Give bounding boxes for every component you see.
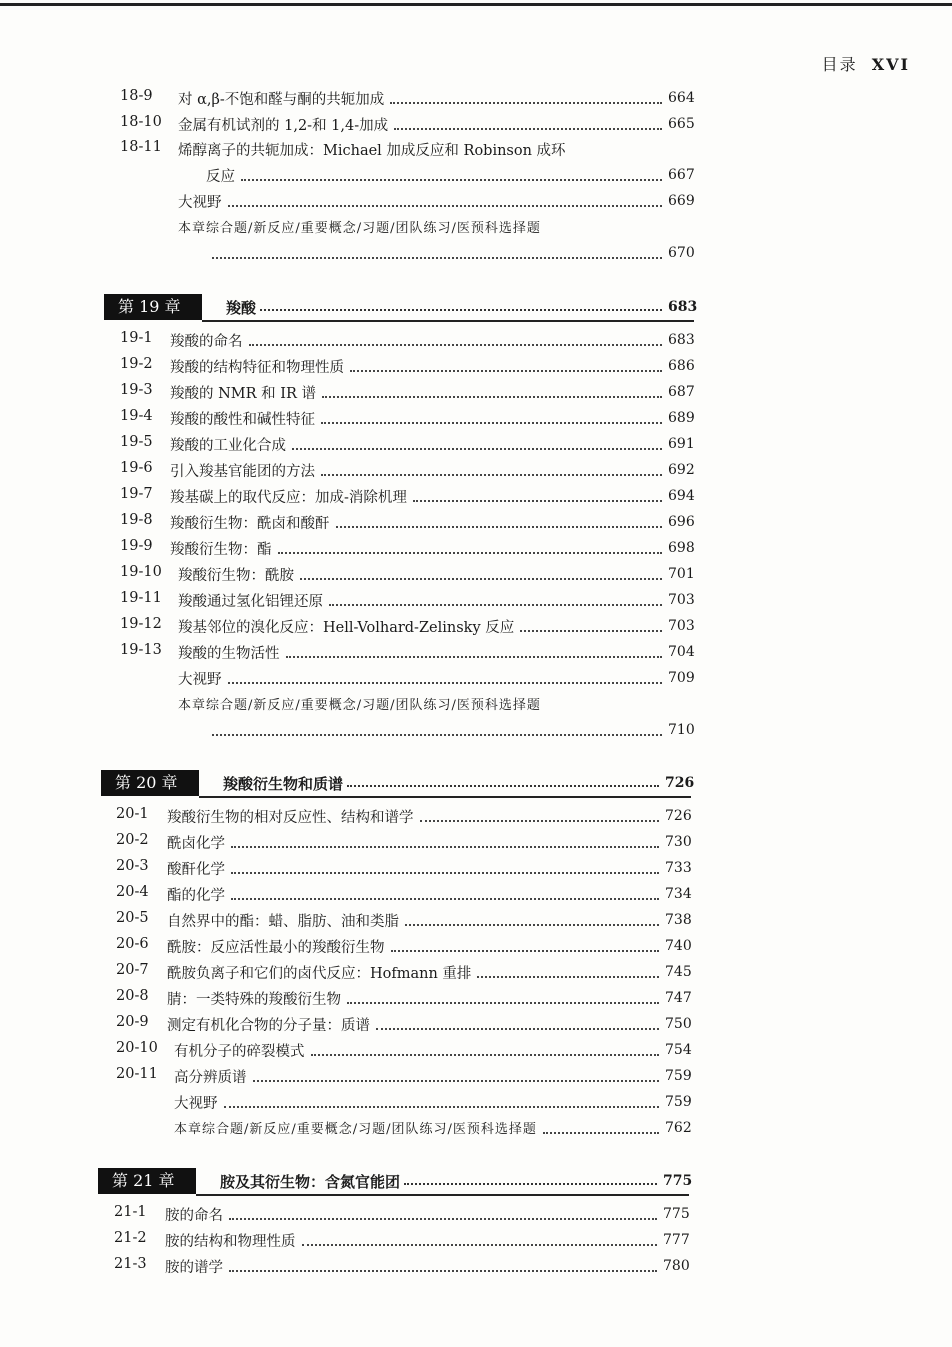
dot-leader [212,720,662,736]
page-number: 664 [668,90,695,106]
page-number: 704 [668,644,695,660]
entry-title: 腈：一类特殊的羧酸衍生物 [167,992,341,1008]
entry-number: 21-2 [114,1230,147,1246]
dot-leader [347,988,659,1004]
entry-number: 20-10 [116,1040,158,1056]
chapter-rule [196,1194,689,1196]
chapter-page-number: 775 [663,1173,693,1189]
page-number: 734 [665,886,692,902]
toc-entry [120,191,698,213]
page-number: 665 [668,116,695,132]
toc-entry [120,668,698,690]
entry-number: 18-9 [120,88,153,104]
entry-number: 21-3 [114,1256,147,1272]
chapter-label: 第 19 章 [104,294,202,320]
entry-number: 20-2 [116,832,149,848]
entry-title: 羧酸衍生物：酯 [170,542,272,558]
toc-entry [116,806,695,828]
dot-leader [347,773,659,787]
toc-entry [120,694,698,716]
entry-title: 自然界中的酯：蜡、脂肪、油和类脂 [167,914,399,930]
chapter-rule [199,796,691,798]
dot-leader [302,1230,658,1246]
entry-number: 19-6 [120,460,153,476]
entry-number: 20-4 [116,884,149,900]
dot-leader [321,408,662,424]
entry-number: 20-1 [116,806,149,822]
dot-leader [413,486,662,502]
page-number: 670 [668,245,695,261]
page-number: 780 [663,1258,690,1274]
entry-number: 19-12 [120,616,162,632]
dot-leader [224,1092,660,1108]
entry-title: 大视野 [174,1096,218,1112]
toc-entry [120,330,698,352]
entry-number: 18-10 [120,114,162,130]
toc-entry [120,512,698,534]
dot-leader [322,382,662,398]
toc-entry [120,460,698,482]
dot-leader [311,1040,660,1056]
toc-entry [120,139,698,161]
page-number: 726 [665,808,692,824]
page-number: 694 [668,488,695,504]
toc-entry [116,962,695,984]
page-number: 687 [668,384,695,400]
page-number: 759 [665,1094,692,1110]
page-number: 692 [668,462,695,478]
toc-entry [120,486,698,508]
entry-number: 20-5 [116,910,149,926]
toc-entry [116,832,695,854]
page-number: 689 [668,410,695,426]
toc-entry [120,382,698,404]
chapter-page-number: 726 [665,775,695,791]
page-number: 730 [665,834,692,850]
entry-title: 羧基碳上的取代反应：加成-消除机理 [170,490,407,506]
dot-leader [405,910,659,926]
entry-number: 19-7 [120,486,153,502]
chapter-rule [202,320,694,322]
page-number: 669 [668,193,695,209]
dot-leader [390,88,662,104]
top-rule [0,3,952,6]
toc-entry [116,1014,695,1036]
dot-leader [212,243,662,259]
entry-number: 19-11 [120,590,162,606]
entry-title: 测定有机化合物的分子量：质谱 [167,1018,370,1034]
toc-entry [114,1204,693,1226]
dot-leader [286,642,663,658]
toc-entry [116,1092,695,1114]
toc-entry [120,642,698,664]
entry-title: 引入羧基官能团的方法 [170,464,315,480]
dot-leader [376,1014,659,1030]
running-head-page-roman: XVI [871,55,910,74]
page-number: 733 [665,860,692,876]
dot-leader [231,884,659,900]
entry-number: 21-1 [114,1204,147,1220]
dot-leader [520,616,662,632]
toc-entry [120,243,698,265]
chapter-heading [101,770,693,796]
entry-number: 19-2 [120,356,153,372]
entry-title: 羧酸衍生物：酰胺 [178,568,294,584]
dot-leader [231,832,659,848]
toc-entry [116,1066,695,1088]
page-number: 703 [668,618,695,634]
chapter-title: 胺及其衍生物：含氮官能团 [220,1173,401,1191]
toc-entry [116,1040,695,1062]
toc-entry [120,564,698,586]
dot-leader [336,512,663,528]
entry-number: 19-10 [120,564,162,580]
entry-title: 胺的结构和物理性质 [165,1234,296,1250]
page-number: 740 [665,938,692,954]
dot-leader [231,858,659,874]
entry-title: 本章综合题/新反应/重要概念/习题/团队练习/医预科选择题 [174,1122,537,1137]
entry-title: 酸酐化学 [167,862,225,878]
dot-leader [350,356,662,372]
toc-entry [120,356,698,378]
toc-entry [120,217,698,239]
running-head-label: 目录 [821,55,858,74]
chapter-label: 第 20 章 [101,770,199,796]
page-number: 696 [668,514,695,530]
entry-title: 高分辨质谱 [174,1070,247,1086]
page-number: 710 [668,722,695,738]
toc-entry [120,165,698,187]
entry-number: 19-4 [120,408,153,424]
entry-number: 19-8 [120,512,153,528]
dot-leader [249,330,663,346]
page-number: 698 [668,540,695,556]
dot-leader [241,165,662,181]
entry-number: 20-7 [116,962,149,978]
entry-number: 20-8 [116,988,149,1004]
toc-entry [116,884,695,906]
dot-leader [391,936,660,952]
toc-entry [114,1256,693,1278]
dot-leader [477,962,659,978]
entry-title: 羧酸衍生物：酰卤和酸酐 [170,516,330,532]
dot-leader [229,1204,657,1220]
dot-leader [260,297,662,311]
page-number: 709 [668,670,695,686]
page-number: 667 [668,167,695,183]
dot-leader [228,668,663,684]
chapter-title: 羧酸衍生物和质谱 [223,775,344,793]
toc-entry [116,936,695,958]
page-number: 759 [665,1068,692,1084]
entry-title: 酰胺负离子和它们的卤代反应：Hofmann 重排 [167,966,472,982]
entry-title: 酰胺：反应活性最小的羧酸衍生物 [167,940,385,956]
chapter-title: 羧酸 [226,299,257,317]
entry-title: 有机分子的碎裂模式 [174,1044,305,1060]
entry-number: 20-11 [116,1066,158,1082]
dot-leader [278,538,663,554]
entry-title: 羧酸的结构特征和物理性质 [170,360,344,376]
toc-entry [116,1118,695,1140]
entry-title: 胺的谱学 [165,1260,223,1276]
page-number: 686 [668,358,695,374]
entry-number: 19-9 [120,538,153,554]
toc-entry [120,616,698,638]
page-number: 775 [663,1206,690,1222]
entry-title: 酰卤化学 [167,836,225,852]
entry-title: 羧酸的酸性和碱性特征 [170,412,315,428]
dot-leader [420,806,660,822]
entry-title: 本章综合题/新反应/重要概念/习题/团队练习/医预科选择题 [178,221,541,236]
entry-title: 羧酸通过氢化铝锂还原 [178,594,323,610]
entry-title: 本章综合题/新反应/重要概念/习题/团队练习/医预科选择题 [178,698,541,713]
toc-entry [120,114,698,136]
entry-title: 反应 [206,169,235,185]
page-number: 703 [668,592,695,608]
dot-leader [253,1066,660,1082]
dot-leader [228,191,663,207]
entry-title: 对 α,β-不饱和醛与酮的共轭加成 [178,92,385,108]
dot-leader [300,564,662,580]
page-number: 777 [663,1232,690,1248]
toc-entry [116,988,695,1010]
entry-number: 19-1 [120,330,153,346]
dot-leader [329,590,662,606]
entry-number: 20-6 [116,936,149,952]
toc-entry [120,538,698,560]
entry-title: 羧酸的命名 [170,334,243,350]
entry-number: 18-11 [120,139,162,155]
entry-number: 20-3 [116,858,149,874]
page-number: 754 [665,1042,692,1058]
dot-leader [394,114,662,130]
entry-title: 金属有机试剂的 1,2-和 1,4-加成 [178,118,389,134]
toc-entry [120,88,698,110]
entry-title: 胺的命名 [165,1208,223,1224]
page-number: 762 [665,1120,692,1136]
page-number: 683 [668,332,695,348]
dot-leader [543,1118,659,1134]
chapter-page-number: 683 [668,299,698,315]
dot-leader [292,434,662,450]
entry-title: 羧基邻位的溴化反应：Hell-Volhard-Zelinsky 反应 [178,620,515,636]
entry-title: 羧酸的工业化合成 [170,438,286,454]
page-number: 701 [668,566,695,582]
page-number: 745 [665,964,692,980]
toc-entry [116,910,695,932]
toc-entry [114,1230,693,1252]
toc-entry [120,590,698,612]
entry-number: 20-9 [116,1014,149,1030]
entry-title: 羧酸的生物活性 [178,646,280,662]
toc-entry [116,858,695,880]
entry-title: 大视野 [178,672,222,688]
chapter-label: 第 21 章 [98,1168,196,1194]
toc-entry [120,408,698,430]
toc-entry [120,434,698,456]
dot-leader [404,1171,657,1185]
page-number: 750 [665,1016,692,1032]
chapter-heading [98,1168,691,1194]
entry-title: 大视野 [178,195,222,211]
running-head [822,52,910,75]
entry-number: 19-3 [120,382,153,398]
entry-title: 羧酸的 NMR 和 IR 谱 [170,386,317,402]
dot-leader [321,460,662,476]
dot-leader [229,1256,657,1272]
entry-number: 19-13 [120,642,162,658]
entry-title: 羧酸衍生物的相对反应性、结构和谱学 [167,810,414,826]
entry-number: 19-5 [120,434,153,450]
entry-title: 酯的化学 [167,888,225,904]
toc-entry [120,720,698,742]
chapter-heading [104,294,696,320]
entry-title: 烯醇离子的共轭加成：Michael 加成反应和 Robinson 成环 [178,143,566,159]
page-number: 738 [665,912,692,928]
page-number: 691 [668,436,695,452]
page-number: 747 [665,990,692,1006]
